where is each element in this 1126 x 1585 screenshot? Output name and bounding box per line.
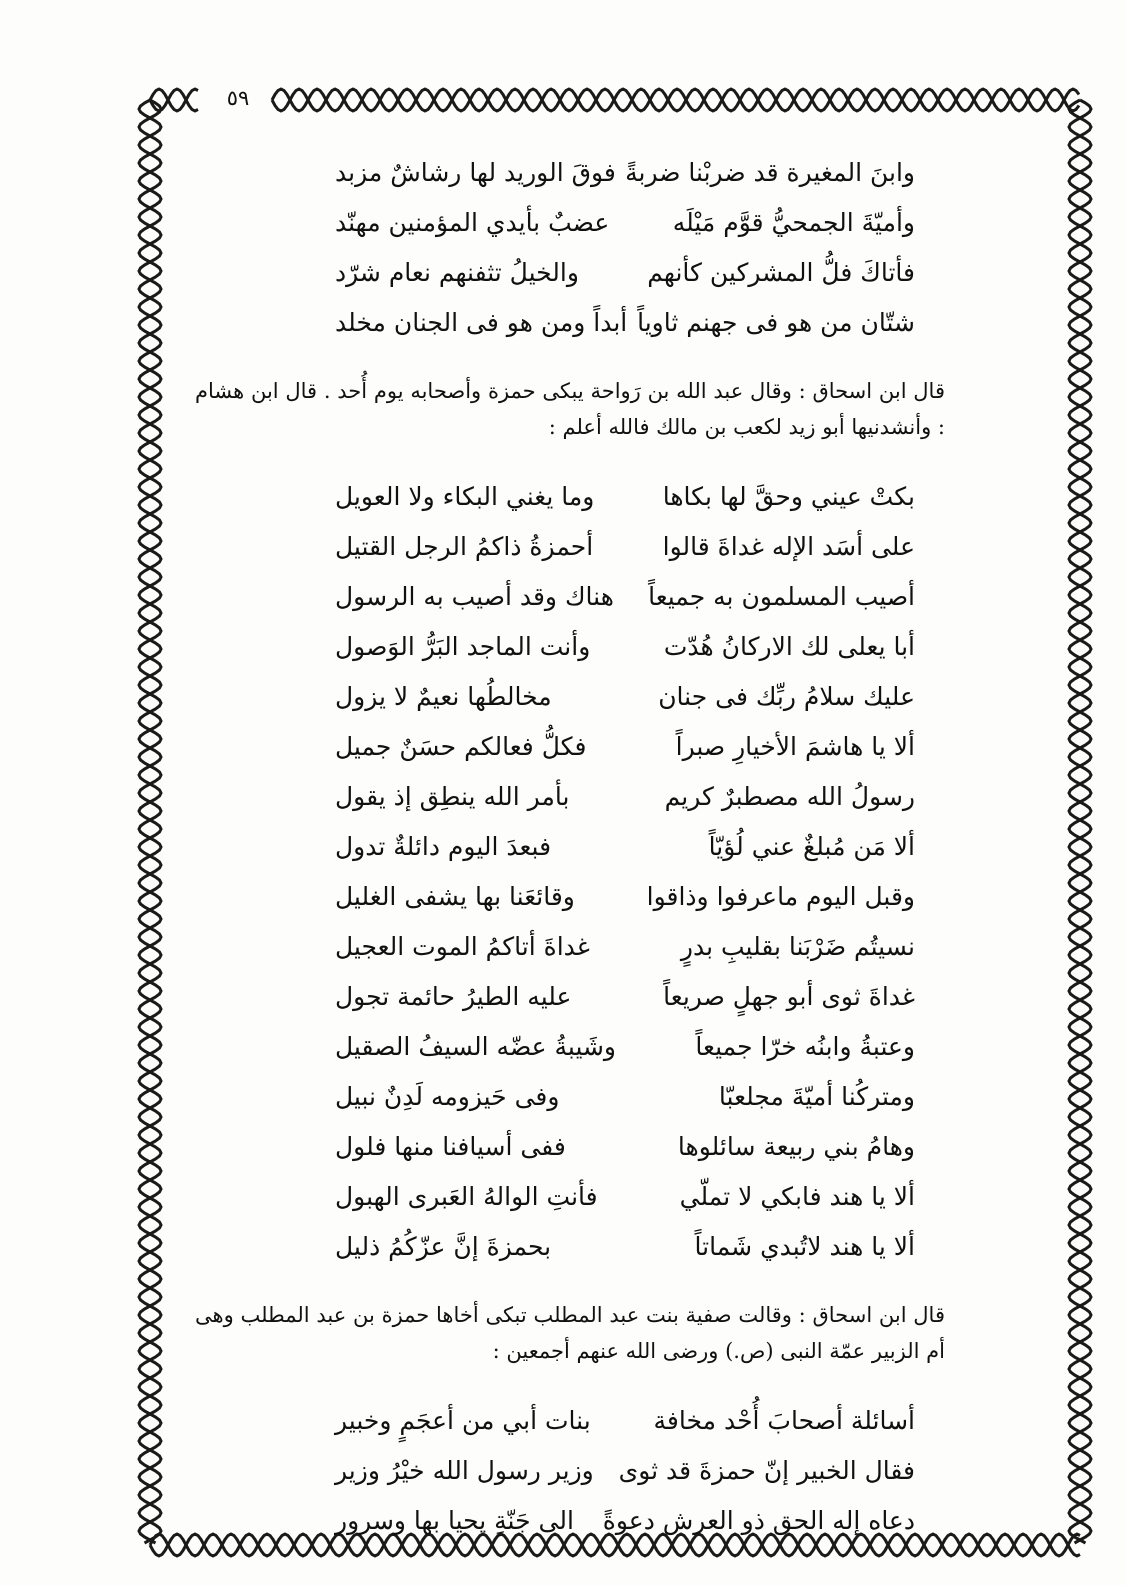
verse-line [195,922,945,972]
verse-first-hemistich: شتّان من هو فى جهنم ثاوياً [637,308,915,337]
verse-first-hemistich: فقال الخبير إنّ حمزةَ قد ثوى [618,1456,915,1485]
poem-block-1 [195,148,945,348]
verse-first-hemistich: ألا يا هند فابكي لا تملّي [679,1182,915,1211]
verse-line [195,522,945,572]
verse-line [195,298,945,348]
verse-line [195,772,945,822]
verse-first-hemistich: رسولُ الله مصطبرٌ كريم [664,782,915,811]
verse-line [195,872,945,922]
verse-second-hemistich: وفى حَيزومه لَدِنٌ نبيل [335,1082,560,1111]
verse-line [195,1496,945,1546]
border-rope-strand [139,100,161,1543]
verse-line [195,1022,945,1072]
verse-second-hemistich: مخالطُها نعيمٌ لا يزول [335,682,552,711]
verse-first-hemistich: وعتبةُ وابنُه خرّا جميعاً [695,1032,915,1061]
verse-first-hemistich: وأميّةَ الجمحيُّ قوَّم مَيْلَه [672,208,915,237]
verse-first-hemistich: أبا يعلى لك الاركانُ هُدّت [663,632,915,661]
verse-first-hemistich: بكتْ عيني وحقَّ لها بكاها [662,482,915,511]
verse-first-hemistich: عليك سلامُ ربِّك فى جنان [658,682,915,711]
verse-second-hemistich: هناك وقد أصيب به الرسول [335,582,614,611]
verse-line [195,672,945,722]
verse-second-hemistich: فبعدَ اليوم دائلةٌ تدول [335,832,552,861]
verse-second-hemistich: عضبٌ بأيدي المؤمنين مهنّد [335,208,610,237]
prose-paragraph-2: قال ابن اسحاق : وقالت صفية بنت عبد المطلب تبكى أخاها حمزة بن عبد المطلب وهى أم الزبير عمّة النبى (ص.) ورضى الله عنهم أجمعين : [195,1303,945,1363]
verse-line [195,148,945,198]
verse-line [195,822,945,872]
page-content [195,148,945,1546]
verse-second-hemistich: بحمزةَ إنَّ عزّكُمُ ذليل [335,1232,552,1261]
verse-line [195,1446,945,1496]
verse-first-hemistich: فأتاكَ فلُّ المشركين كأنهم [647,258,915,287]
verse-first-hemistich: ومتركُنا أميّةَ مجلعبّا [718,1082,915,1111]
verse-first-hemistich: وهامُ بني ربيعة سائلوها [677,1132,915,1161]
verse-second-hemistich: وأنت الماجد البَرُّ الوَصول [335,632,591,661]
verse-second-hemistich: والخيلُ تثفنهم نعام شرّد [335,258,579,287]
verse-line [195,198,945,248]
poem-block-2 [195,472,945,1272]
verse-second-hemistich: فأنتِ الوالهُ العَبرى الهبول [335,1182,598,1211]
verse-line [195,472,945,522]
verse-line [195,1172,945,1222]
verse-line [195,248,945,298]
page-number: ٥٩ [226,86,250,110]
verse-second-hemistich: وزير رسول الله خيْرُ وزير [335,1456,594,1485]
verse-first-hemistich: نسيتُم ضَرْبَنا بقليبِ بدرٍ [680,932,915,961]
verse-second-hemistich: أحمزةُ ذاكمُ الرجل القتيل [335,532,594,561]
verse-line [195,1222,945,1272]
verse-first-hemistich: غداةَ ثوى أبو جهلٍ صريعاً [663,982,915,1011]
verse-line [195,1072,945,1122]
verse-second-hemistich: أبداً ومن هو فى الجنان مخلد [335,308,628,337]
verse-second-hemistich: وقائعَنا بها يشفى الغليل [335,882,575,911]
verse-first-hemistich: ألا يا هاشمَ الأخيارِ صبراً [675,732,915,761]
verse-line [195,972,945,1022]
verse-first-hemistich: ألا يا هند لاتُبدي شَماتاً [694,1232,915,1261]
verse-second-hemistich: وشَيبةُ عضّه السيفُ الصقيل [335,1032,617,1061]
verse-first-hemistich: ألا مَن مُبلغٌ عني لُؤيّاً [708,832,915,861]
verse-first-hemistich: وابنَ المغيرة قد ضربْنا ضربةً [625,158,915,187]
border-rope-strand [1069,100,1091,1543]
verse-first-hemistich: دعاه إله الحق ذو العرش دعوةً [602,1506,915,1535]
verse-second-hemistich: عليه الطيرُ حائمة تجول [335,982,572,1011]
verse-first-hemistich: على أسَد الإله غداةَ قالوا [662,532,915,561]
verse-second-hemistich: غداةَ أتاكمُ الموت العجيل [335,932,590,961]
verse-second-hemistich: فوقَ الوريد لها رشاشٌ مزبد [335,158,616,187]
verse-second-hemistich: بأمر الله ينطِق إذ يقول [335,782,570,811]
poem-block-3 [195,1396,945,1546]
verse-first-hemistich: أصيب المسلمون به جميعاً [648,582,915,611]
verse-line [195,722,945,772]
prose-paragraph-1: قال ابن اسحاق : وقال عبد الله بن رَواحة يبكى حمزة وأصحابه يوم أُحد . قال ابن هشام : وأنشدنيها أبو زيد لكعب بن مالك فالله أعلم : [195,379,945,439]
verse-first-hemistich: وقبل اليوم ماعرفوا وذاقوا [646,882,915,911]
verse-first-hemistich: أسائلة أصحابَ أُحْد مخافة [653,1406,915,1435]
verse-line [195,1396,945,1446]
verse-second-hemistich: الى جَنّةٍ يحيا بها وسرور [335,1506,574,1535]
verse-line [195,622,945,672]
verse-line [195,572,945,622]
verse-second-hemistich: ففى أسيافنا منها فلول [335,1132,566,1161]
verse-line [195,1122,945,1172]
verse-second-hemistich: بنات أبي من أعجَمٍ وخبير [335,1406,591,1435]
verse-second-hemistich: وما يغني البكاء ولا العويل [335,482,595,511]
verse-second-hemistich: فكلُّ فعالكم حسَنٌ جميل [335,732,587,761]
